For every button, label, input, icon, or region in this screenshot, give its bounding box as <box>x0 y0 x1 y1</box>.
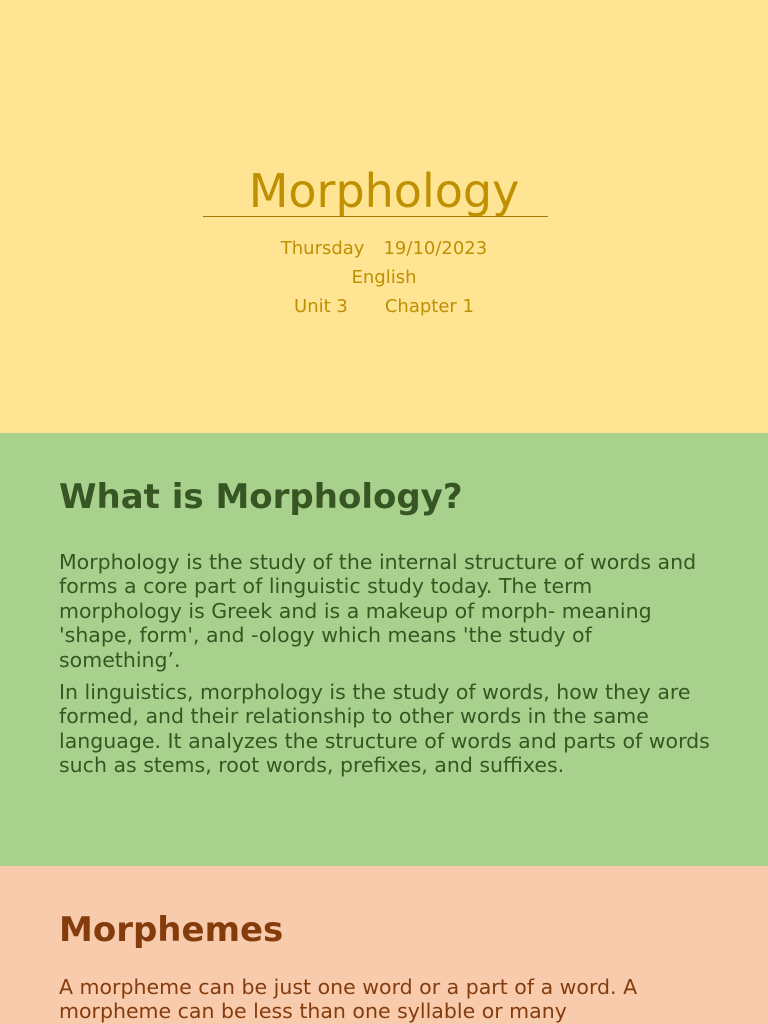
what-is-morphology-section <box>0 433 768 866</box>
definition-paragraph: Morphology is the study of the internal structure of words and forms a core part of linguistic study today. The term morphology is Greek and is a makeup of morph- meaning 'shape, form', and -ology which means 'the study of something’. <box>59 550 697 672</box>
title-section <box>0 0 768 433</box>
morphemes-section <box>0 866 768 1024</box>
date-text: 19/10/2023 <box>383 238 488 259</box>
page-title: Morphology <box>248 164 520 218</box>
day-text: Thursday <box>280 238 365 259</box>
chapter-text: Chapter 1 <box>384 296 474 317</box>
subject-text: English <box>351 267 417 288</box>
morpheme-paragraph: A morpheme can be just one word or a part of a word. A morpheme can be less than one syllable or many <box>59 975 638 1024</box>
unit-text: Unit 3 <box>294 296 348 317</box>
linguistics-paragraph: In linguistics, morphology is the study of words, how they are formed, and their relationship to other words in the same language. It analyzes the structure of words and parts of words such as stems, root words, prefixes, and suffixes. <box>59 680 710 778</box>
date-line <box>0 237 768 261</box>
morphemes-heading: Morphemes <box>59 910 284 950</box>
what-is-morphology-heading: What is Morphology? <box>59 477 463 517</box>
title-underline <box>203 216 548 217</box>
unit-line <box>0 295 768 319</box>
